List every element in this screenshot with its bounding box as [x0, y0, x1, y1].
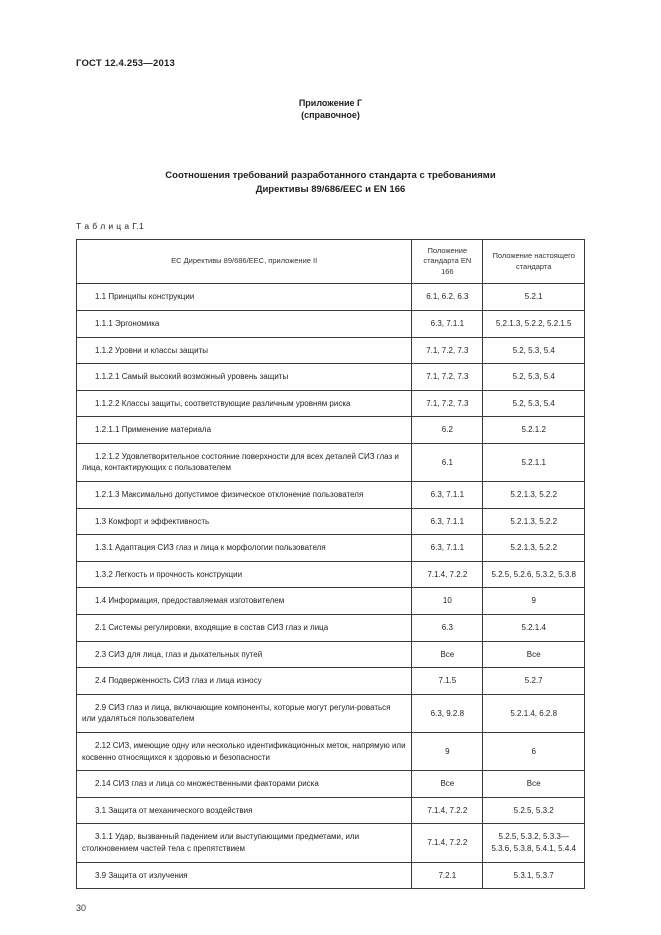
en166-cell: 7.2.1: [412, 862, 483, 889]
table-row: [77, 337, 585, 364]
appendix-block: [76, 97, 585, 121]
table-label: Т а б л и ц а Г.1: [76, 220, 145, 231]
en166-cell: 6.2: [412, 417, 483, 444]
table-row: [77, 615, 585, 642]
standard-cell: 9: [483, 588, 585, 615]
requirement-cell: 1.1.1 Эргономика: [77, 310, 412, 337]
table-header-row: [77, 239, 585, 284]
en166-cell: 7.1, 7.2, 7.3: [412, 364, 483, 391]
standard-cell: 5.2.1.3, 5.2.2: [483, 535, 585, 562]
table-row: [77, 771, 585, 798]
en166-cell: 6.1, 6.2, 6.3: [412, 284, 483, 311]
standard-cell: 5.2, 5.3, 5.4: [483, 390, 585, 417]
en166-cell: 9: [412, 733, 483, 771]
appendix-subtitle: (справочное): [301, 110, 360, 121]
table-row: [77, 284, 585, 311]
requirement-cell: 3.9 Защита от излучения: [77, 862, 412, 889]
requirement-cell: 2.9 СИЗ глаз и лица, включающие компоненты, которые могут регули-роваться или удаляться пользователем: [77, 694, 412, 732]
standard-cell: 5.2.5, 5.2.6, 5.3.2, 5.3.8: [483, 561, 585, 588]
requirement-cell: 1.1.2 Уровни и классы защиты: [77, 337, 412, 364]
requirement-cell: 2.12 СИЗ, имеющие одну или несколько идентификационных меток, напрямую или косвенно относящихся к здоровью и безопасности: [77, 733, 412, 771]
en166-cell: 7.1.4, 7.2.2: [412, 797, 483, 824]
table-row: [77, 310, 585, 337]
en166-cell: 6.3, 7.1.1: [412, 310, 483, 337]
table-row: [77, 443, 585, 481]
en166-cell: 7.1.5: [412, 668, 483, 695]
page-number: 30: [76, 903, 87, 914]
table-row: [77, 390, 585, 417]
requirement-cell: 1.2.1.2 Удовлетворительное состояние поверхности для всех деталей СИЗ глаз и лица, контактирующих с пользователем: [77, 443, 412, 481]
standard-cell: 5.2.1.3, 5.2.2, 5.2.1.5: [483, 310, 585, 337]
table-row: [77, 561, 585, 588]
standard-cell: 5.2.1.1: [483, 443, 585, 481]
standard-cell: 5.2.5, 5.3.2: [483, 797, 585, 824]
table-row: [77, 535, 585, 562]
en166-cell: 6.3, 7.1.1: [412, 482, 483, 509]
standard-cell: 5.2, 5.3, 5.4: [483, 337, 585, 364]
table-row: [77, 824, 585, 862]
table-row: [77, 417, 585, 444]
requirement-cell: 1.1.2.1 Самый высокий возможный уровень защиты: [77, 364, 412, 391]
appendix-title: Приложение Г: [298, 98, 363, 108]
header-ec-directive: ЕС Директивы 89/686/ЕЕС, приложение II: [77, 239, 412, 284]
en166-cell: 7.1, 7.2, 7.3: [412, 390, 483, 417]
standard-cell: Все: [483, 641, 585, 668]
requirement-cell: 2.14 СИЗ глаз и лица со множественными факторами риска: [77, 771, 412, 798]
requirement-cell: 1.1 Принципы конструкции: [77, 284, 412, 311]
table-header: [77, 239, 585, 284]
standard-cell: 5.2.7: [483, 668, 585, 695]
standard-cell: 5.2.5, 5.3.2, 5.3.3— 5.3.6, 5.3.8, 5.4.1, 5.4.4: [483, 824, 585, 862]
table-row: [77, 482, 585, 509]
page-title-line1: Соотношения требований разработанного стандарта с требованиями: [165, 170, 496, 182]
page-title: [76, 169, 585, 197]
table-row: [77, 797, 585, 824]
table-row: [77, 733, 585, 771]
doc-number: ГОСТ 12.4.253—2013: [76, 58, 175, 69]
requirement-cell: 1.4 Информация, предоставляемая изготовителем: [77, 588, 412, 615]
requirement-cell: 3.1.1 Удар, вызванный падением или выступающими предметами, или столкновением частей тела с препятствием: [77, 824, 412, 862]
requirement-cell: 3.1 Защита от механического воздействия: [77, 797, 412, 824]
standard-cell: 5.2, 5.3, 5.4: [483, 364, 585, 391]
en166-cell: 6.3, 7.1.1: [412, 508, 483, 535]
table-row: [77, 862, 585, 889]
requirement-cell: 1.1.2.2 Классы защиты, соответствующие различным уровням риска: [77, 390, 412, 417]
table-row: [77, 641, 585, 668]
requirement-cell: 2.1 Системы регулировки, входящие в состав СИЗ глаз и лица: [77, 615, 412, 642]
table-row: [77, 694, 585, 732]
en166-cell: 7.1.4, 7.2.2: [412, 824, 483, 862]
en166-cell: 6.1: [412, 443, 483, 481]
standard-cell: 5.2.1.4, 6.2.8: [483, 694, 585, 732]
requirement-cell: 1.2.1.3 Максимально допустимое физическое отклонение пользователя: [77, 482, 412, 509]
correspondence-table: [76, 239, 585, 889]
table-row: [77, 364, 585, 391]
standard-cell: Все: [483, 771, 585, 798]
standard-cell: 6: [483, 733, 585, 771]
standard-cell: 5.2.1.2: [483, 417, 585, 444]
en166-cell: Все: [412, 771, 483, 798]
requirement-cell: 1.3.2 Легкость и прочность конструкции: [77, 561, 412, 588]
en166-cell: 6.3: [412, 615, 483, 642]
requirement-cell: 1.2.1.1 Применение материала: [77, 417, 412, 444]
en166-cell: Все: [412, 641, 483, 668]
standard-cell: 5.2.1.3, 5.2.2: [483, 482, 585, 509]
en166-cell: 10: [412, 588, 483, 615]
header-en166: Положение стандарта EN 166: [412, 239, 483, 284]
page-title-line2: Директивы 89/686/ЕЕС и EN 166: [255, 184, 406, 196]
table-row: [77, 588, 585, 615]
en166-cell: 6.3, 7.1.1: [412, 535, 483, 562]
standard-cell: 5.2.1: [483, 284, 585, 311]
standard-cell: 5.3.1, 5.3.7: [483, 862, 585, 889]
table-body: [77, 284, 585, 889]
table-row: [77, 508, 585, 535]
header-this-standard: Положение настоящего стандарта: [483, 239, 585, 284]
standard-cell: 5.2.1.3, 5.2.2: [483, 508, 585, 535]
en166-cell: 7.1.4, 7.2.2: [412, 561, 483, 588]
table-row: [77, 668, 585, 695]
requirement-cell: 1.3 Комфорт и эффективность: [77, 508, 412, 535]
en166-cell: 6.3, 9.2.8: [412, 694, 483, 732]
standard-cell: 5.2.1.4: [483, 615, 585, 642]
en166-cell: 7.1, 7.2, 7.3: [412, 337, 483, 364]
requirement-cell: 1.3.1 Адаптация СИЗ глаз и лица к морфологии пользователя: [77, 535, 412, 562]
requirement-cell: 2.4 Подверженность СИЗ глаз и лица износу: [77, 668, 412, 695]
requirement-cell: 2.3 СИЗ для лица, глаз и дыхательных путей: [77, 641, 412, 668]
